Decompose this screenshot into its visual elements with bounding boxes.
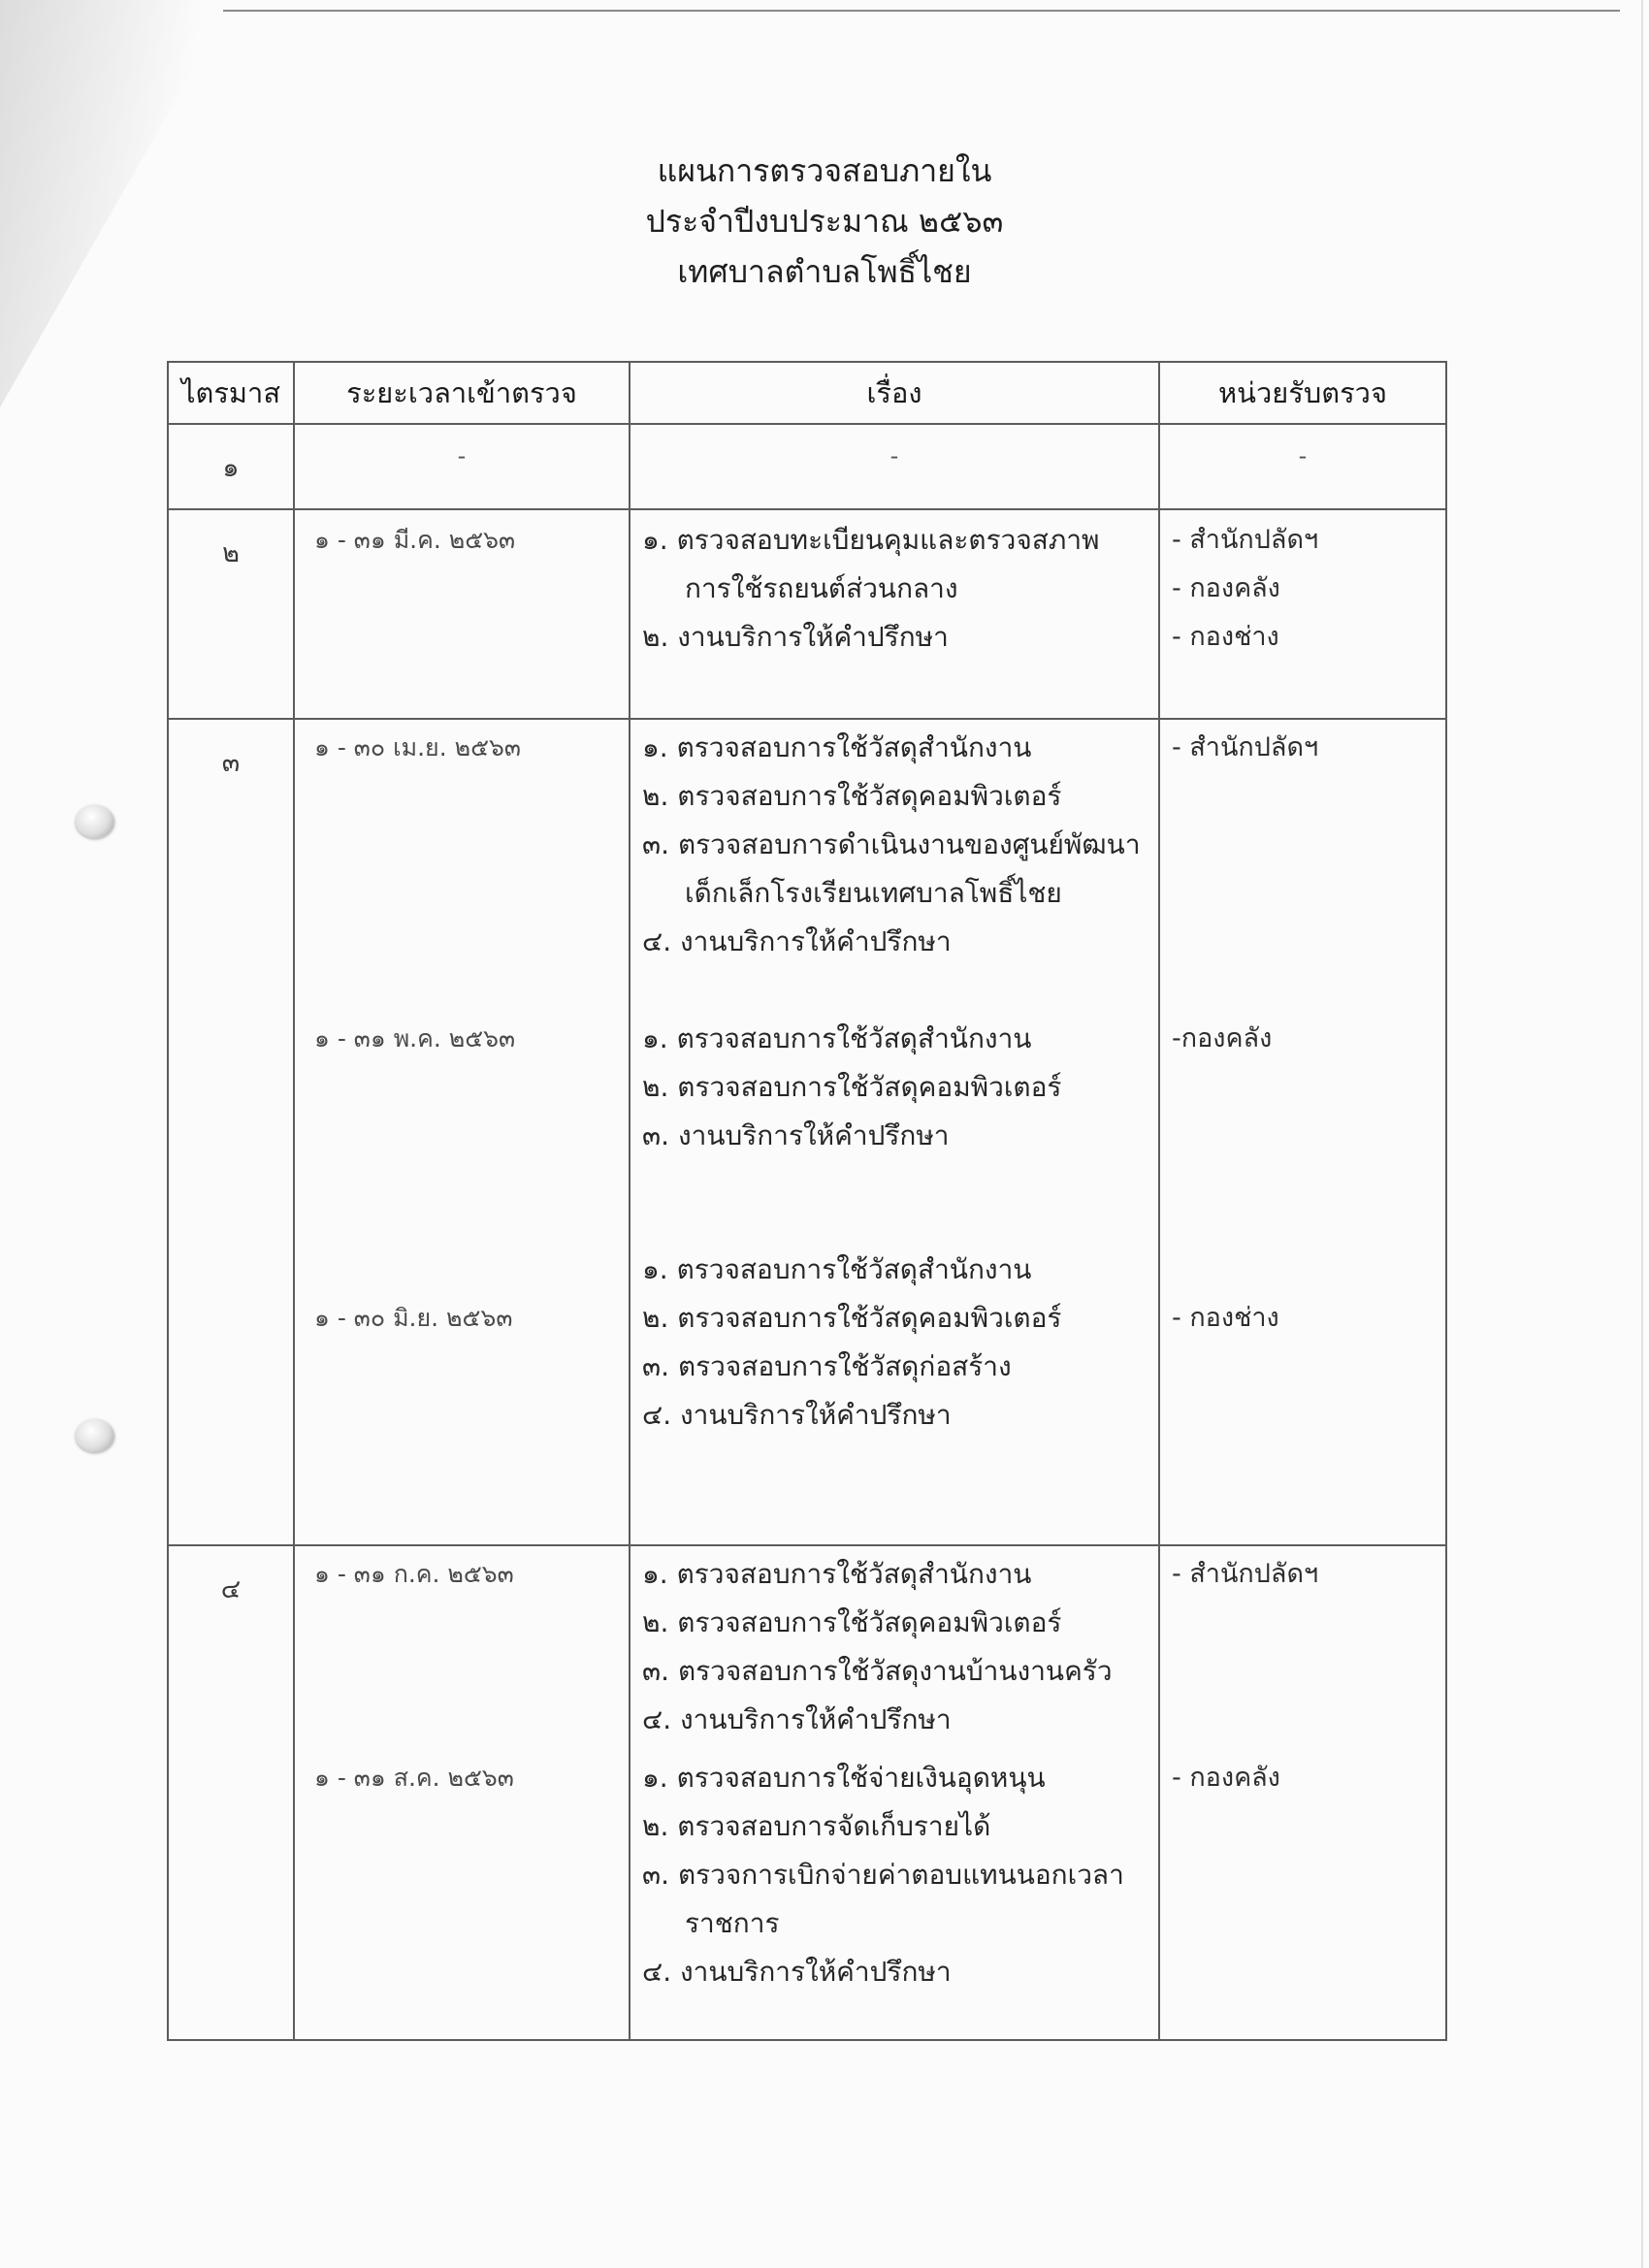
topic-item-continued: เด็กเล็กโรงเรียนเทศบาลโพธิ์ไชย (685, 877, 1062, 909)
document-title: แผนการตรวจสอบภายใน (657, 152, 992, 189)
column-header-topic: เรื่อง (630, 362, 1159, 424)
unit-item: - กองคลัง (1172, 573, 1280, 603)
topic-item: ๑. ตรวจสอบทะเบียนคุมและตรวจสภาพ (642, 524, 1100, 556)
topic-item: ๔. งานบริการให้คำปรึกษา (642, 1399, 952, 1431)
topic-group-may (630, 1015, 1158, 1160)
punch-hole-top (76, 805, 114, 838)
unit-item-april: - สำนักปลัดฯ (1172, 732, 1319, 762)
unit-item: - กองช่าง (1172, 622, 1279, 652)
audit-plan-table (167, 361, 1447, 2041)
topic-item: ๑. ตรวจสอบการใช้วัสดุสำนักงาน (642, 1253, 1032, 1285)
unit-item-july: - สำนักปลัดฯ (1172, 1559, 1319, 1589)
scan-right-edge-line (1641, 0, 1643, 2268)
quarter-number: ๑ (168, 424, 294, 509)
unit-item: - สำนักปลัดฯ (1172, 525, 1319, 555)
topic-item: ๒. ตรวจสอบการใช้วัสดุคอมพิวเตอร์ (642, 780, 1062, 812)
topic-item-continued: ราชการ (685, 1907, 780, 1939)
topic-item: ๓. ตรวจการเบิกจ่ายค่าตอบแทนนอกเวลา (642, 1859, 1124, 1891)
unit-item-may: -กองคลัง (1172, 1023, 1273, 1053)
period-cell (294, 1545, 630, 2040)
fiscal-year-line: ประจำปีงบประมาณ ๒๕๖๓ (645, 203, 1004, 240)
unit-cell: - (1159, 424, 1446, 509)
topic-item: ๓. ตรวจสอบการดำเนินงานของศูนย์พัฒนา (642, 828, 1141, 860)
period-text-july: ๑ - ๓๑ ก.ค. ๒๕๖๓ (314, 1560, 514, 1588)
topic-item: ๒. งานบริการให้คำปรึกษา (642, 621, 949, 653)
period-text: ๑ - ๓๑ มี.ค. ๒๕๖๓ (314, 526, 516, 554)
document-title-block (0, 146, 1649, 297)
unit-item-june: - กองช่าง (1172, 1303, 1279, 1333)
topic-item: ๒. ตรวจสอบการจัดเก็บรายได้ (642, 1810, 991, 1842)
topic-item: ๒. ตรวจสอบการใช้วัสดุคอมพิวเตอร์ (642, 1071, 1062, 1103)
topic-item: ๑. ตรวจสอบการใช้วัสดุสำนักงาน (642, 1558, 1032, 1590)
unit-item-august: - กองคลัง (1172, 1763, 1280, 1793)
topic-cell: - (630, 424, 1159, 509)
column-header-period: ระยะเวลาเข้าตรวจ (294, 362, 630, 424)
unit-cell (1159, 719, 1446, 1545)
topic-item: ๒. ตรวจสอบการใช้วัสดุคอมพิวเตอร์ (642, 1606, 1062, 1638)
period-text-august: ๑ - ๓๑ ส.ค. ๒๕๖๓ (314, 1764, 514, 1792)
column-header-unit: หน่วยรับตรวจ (1159, 362, 1446, 424)
topic-item: ๓. ตรวจสอบการใช้วัสดุงานบ้านงานครัว (642, 1655, 1113, 1687)
column-header-quarter: ไตรมาส (168, 362, 294, 424)
topic-item: ๓. งานบริการให้คำปรึกษา (642, 1119, 950, 1151)
topic-item: ๔. งานบริการให้คำปรึกษา (642, 925, 952, 957)
topic-item: ๑. ตรวจสอบการใช้วัสดุสำนักงาน (642, 731, 1032, 763)
topic-cell (630, 719, 1159, 1545)
topic-item: ๔. งานบริการให้คำปรึกษา (642, 1703, 952, 1735)
topic-item: ๓. ตรวจสอบการใช้วัสดุก่อสร้าง (642, 1350, 1012, 1382)
quarter-number: ๔ (168, 1545, 294, 2040)
topic-group-april (630, 720, 1158, 966)
punch-hole-bottom (76, 1419, 114, 1452)
topic-item: ๑. ตรวจสอบการใช้วัสดุสำนักงาน (642, 1022, 1032, 1054)
unit-cell (1159, 1545, 1446, 2040)
topic-item: ๑. ตรวจสอบการใช้จ่ายเงินอุดหนุน (642, 1762, 1046, 1794)
topic-cell (630, 1545, 1159, 2040)
topic-item: ๒. ตรวจสอบการใช้วัสดุคอมพิวเตอร์ (642, 1302, 1062, 1334)
period-text-june: ๑ - ๓๐ มิ.ย. ๒๕๖๓ (314, 1304, 513, 1332)
topic-group-june (630, 1246, 1158, 1440)
unit-cell (1159, 509, 1446, 719)
table-row-q3 (168, 719, 1446, 1545)
table-header-row (168, 362, 1446, 424)
period-cell (294, 509, 630, 719)
table-row-q4 (168, 1545, 1446, 2040)
period-text-april: ๑ - ๓๐ เม.ย. ๒๕๖๓ (314, 733, 521, 761)
quarter-number: ๒ (168, 509, 294, 719)
period-cell: - (294, 424, 630, 509)
period-text-may: ๑ - ๓๑ พ.ค. ๒๕๖๓ (314, 1024, 516, 1053)
period-cell (294, 719, 630, 1545)
topic-item: ๔. งานบริการให้คำปรึกษา (642, 1956, 952, 1988)
quarter-number: ๓ (168, 719, 294, 1545)
table-row-q1 (168, 424, 1446, 509)
topic-group-july (630, 1546, 1158, 1744)
topic-cell (630, 509, 1159, 719)
organization-name: เทศบาลตำบลโพธิ์ไชย (677, 253, 972, 290)
scan-top-edge-line (223, 10, 1620, 12)
topic-group-august (630, 1754, 1158, 1996)
topic-item-continued: การใช้รถยนต์ส่วนกลาง (685, 572, 958, 604)
table-row-q2 (168, 509, 1446, 719)
